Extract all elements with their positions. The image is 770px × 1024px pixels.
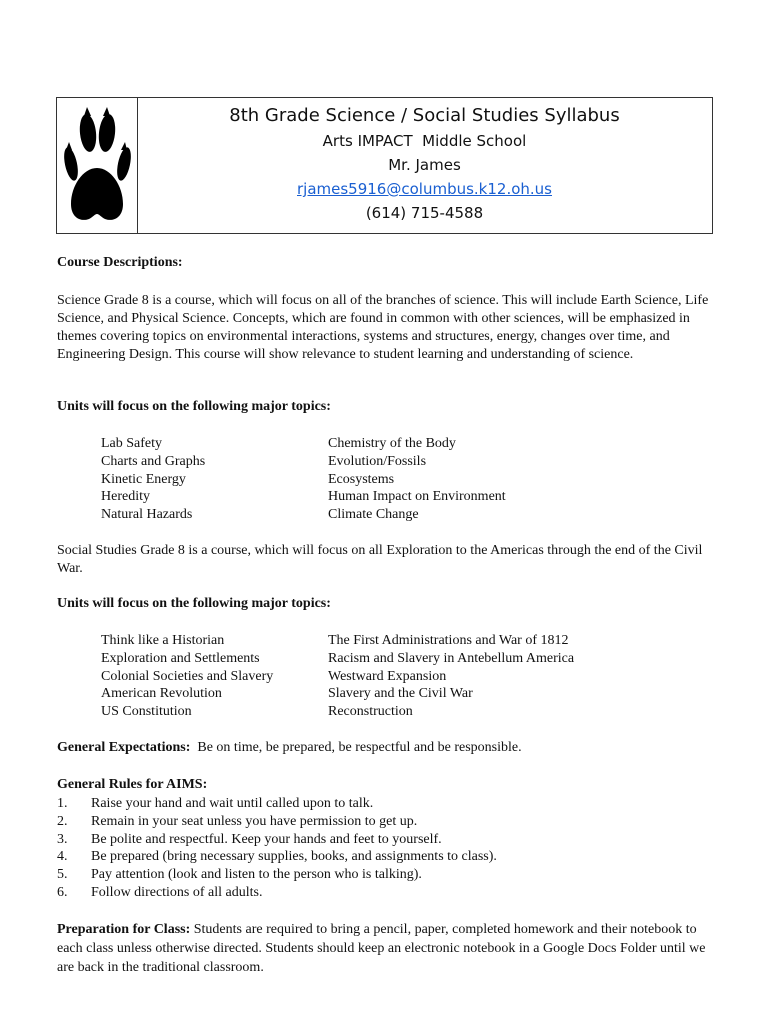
list-item: Natural Hazards xyxy=(101,507,193,523)
course-descriptions-heading: Course Descriptions: xyxy=(57,255,183,270)
list-item: 3. Be polite and respectful. Keep your hands and feet to yourself. xyxy=(57,831,442,847)
list-item: American Revolution xyxy=(101,686,222,702)
science-units-left xyxy=(101,435,205,524)
list-item: Chemistry of the Body xyxy=(328,436,456,451)
expectations-label: General Expectations: xyxy=(57,740,191,755)
preparation-text: Students are required to bring a pencil, paper, completed homework and their notebook to each class unless otherwise directed. Students should keep an electronic notebook in a Google Docs Folder until we are back in the traditional classroom. xyxy=(57,922,706,975)
list-item: 4. Be prepared (bring necessary supplies, books, and assignments to class). xyxy=(57,849,497,865)
ss-units-left xyxy=(101,632,273,721)
list-item: 6. Follow directions of all adults. xyxy=(57,884,263,900)
rules-heading: General Rules for AIMS: xyxy=(57,777,208,792)
ss-units-heading: Units will focus on the following major topics: xyxy=(57,596,331,611)
list-item: Colonial Societies and Slavery xyxy=(101,668,274,684)
header-box xyxy=(56,97,713,234)
list-item: Ecosystems xyxy=(328,471,395,487)
list-item: 2. Remain in your seat unless you have permission to get up. xyxy=(57,813,418,829)
page-title: 8th Grade Science / Social Studies Syllabus xyxy=(229,105,620,126)
list-item: 5. Pay attention (look and listen to the person who is talking). xyxy=(57,867,422,883)
preparation-for-class xyxy=(57,920,717,977)
list-item: Charts and Graphs xyxy=(101,453,206,469)
list-item: Heredity xyxy=(101,489,150,505)
list-item: US Constitution xyxy=(101,704,192,720)
paw-print-icon xyxy=(63,106,131,226)
list-item: Kinetic Energy xyxy=(101,471,186,487)
general-expectations xyxy=(57,739,717,757)
list-item: Lab Safety xyxy=(101,436,163,451)
email-link[interactable]: rjames5916@columbus.k12.oh.us xyxy=(297,180,552,198)
science-units-right xyxy=(328,435,506,524)
list-item: Climate Change xyxy=(328,507,419,523)
school-name: Arts IMPACT Middle School xyxy=(322,132,527,150)
list-item: The First Administrations and War of 1812 xyxy=(328,633,569,648)
list-item: Exploration and Settlements xyxy=(101,650,260,666)
list-item: Evolution/Fossils xyxy=(328,453,427,469)
list-item: 1. Raise your hand and wait until called upon to talk. xyxy=(57,796,374,811)
preparation-label: Preparation for Class: xyxy=(57,922,191,937)
list-item: Slavery and the Civil War xyxy=(328,686,473,702)
list-item: Westward Expansion xyxy=(328,668,447,684)
list-item: Human Impact on Environment xyxy=(328,489,506,505)
phone-number: (614) 715-4588 xyxy=(365,204,484,222)
science-units-heading: Units will focus on the following major topics: xyxy=(57,399,331,414)
ss-units-right xyxy=(328,632,574,721)
social-studies-description: Social Studies Grade 8 is a course, which will focus on all Exploration to the Americas through the end of the Civil War. xyxy=(57,543,703,576)
rules-list xyxy=(57,795,717,902)
header-text xyxy=(137,98,712,222)
list-item: Racism and Slavery in Antebellum America xyxy=(328,650,575,666)
list-item: Think like a Historian xyxy=(101,633,225,648)
logo-cell xyxy=(57,98,138,233)
teacher-name: Mr. James xyxy=(388,156,461,174)
expectations-text: Be on time, be prepared, be respectful and be responsible. xyxy=(197,740,522,755)
science-description: Science Grade 8 is a course, which will focus on all of the branches of science. This will include Earth Science, Life Science, and Physical Science. Concepts, which are found in common with other sciences, will be emphasized in themes covering topics on environmental interactions, systems and structures, energy, changes over time, and Engineering Design. This course will show relevance to student learning and understanding of science. xyxy=(57,293,709,362)
list-item: Reconstruction xyxy=(328,704,413,720)
